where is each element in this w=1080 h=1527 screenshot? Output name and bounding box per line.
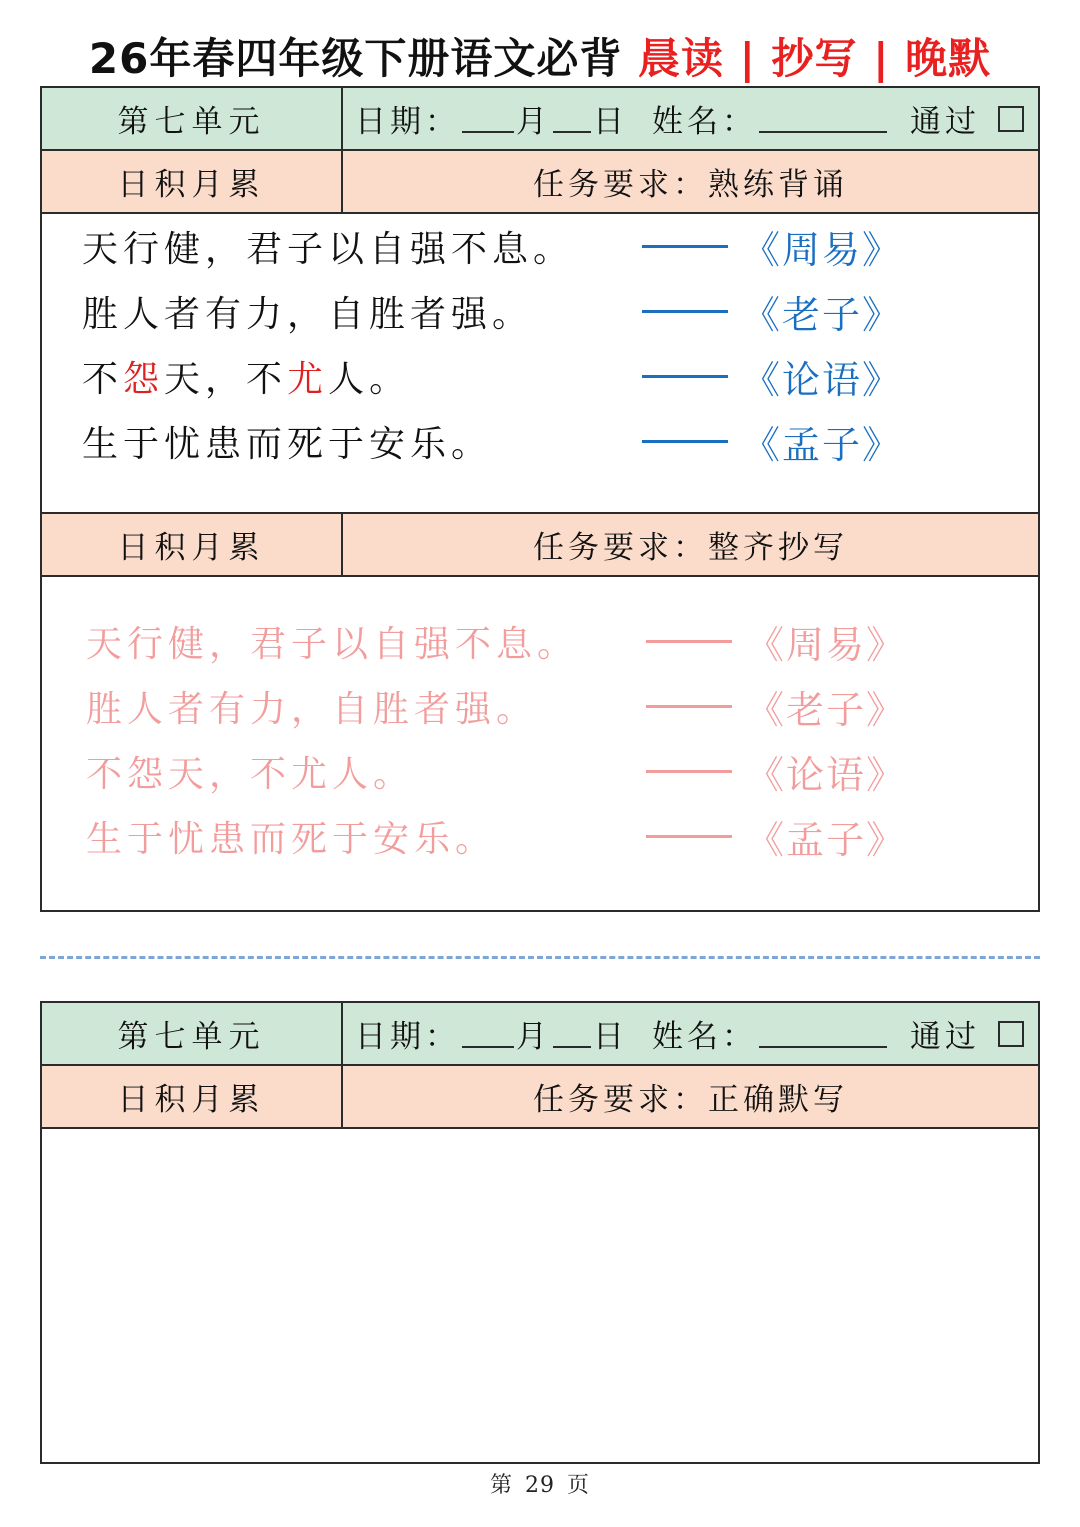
tracing-source: 《周易》 (746, 622, 907, 667)
page-number (0, 1468, 1080, 1499)
passed-checkbox[interactable] (998, 106, 1024, 132)
tracing-source: 《孟子》 (746, 817, 907, 862)
info-cell (343, 1003, 1038, 1064)
unit-label: 第七单元 (42, 88, 343, 149)
month-blank[interactable] (462, 105, 514, 133)
section-label: 日积月累 (42, 514, 343, 575)
name-label: 姓名： (652, 104, 757, 140)
cut-divider (40, 956, 1040, 959)
dash-line (646, 770, 732, 773)
day-label: 日 (593, 104, 628, 140)
dash-line (642, 440, 728, 443)
tracing-line (86, 806, 906, 866)
quote-line (82, 216, 902, 276)
date-label: 日期： (355, 1019, 460, 1055)
tracing-text: 不怨天，不尤人。 (86, 753, 415, 795)
quote-source: 《孟子》 (742, 422, 903, 467)
unit-label: 第七单元 (42, 1003, 343, 1064)
worksheet-top (40, 86, 1040, 912)
tracing-source: 《老子》 (746, 687, 907, 732)
quote-line (82, 346, 902, 406)
quote-text: 不怨天，不尤人。 (82, 358, 411, 400)
worksheet-bottom (40, 1001, 1040, 1464)
day-blank[interactable] (553, 1020, 591, 1048)
tracing-text: 胜人者有力，自胜者强。 (86, 688, 538, 730)
quote-line (82, 411, 902, 471)
task-row-copy (42, 514, 1038, 577)
dash-line (642, 375, 728, 378)
tracing-source: 《论语》 (746, 752, 907, 797)
header-row (42, 1003, 1038, 1066)
section-label: 日积月累 (42, 151, 343, 212)
quote-source: 《周易》 (742, 227, 903, 272)
page-title (0, 30, 1080, 88)
task-requirement: 任务要求：熟练背诵 (533, 167, 848, 203)
date-label: 日期： (355, 104, 460, 140)
tracing-line (86, 741, 906, 801)
name-blank[interactable] (759, 105, 887, 133)
page-prefix: 第 (489, 1473, 513, 1498)
name-label: 姓名： (652, 1019, 757, 1055)
tracing-line (86, 676, 906, 736)
month-label: 月 (516, 1019, 551, 1055)
task-requirement: 任务要求：整齐抄写 (533, 530, 848, 566)
dash-line (646, 835, 732, 838)
info-line (343, 96, 1038, 141)
task-requirement: 任务要求：正确默写 (533, 1082, 848, 1118)
quote-text: 胜人者有力，自胜者强。 (82, 293, 534, 335)
quote-line (82, 281, 902, 341)
passed-label: 通过 (910, 104, 980, 140)
highlight-char: 怨 (123, 358, 165, 400)
info-line (343, 1011, 1038, 1056)
quote-text: 天行健，君子以自强不息。 (82, 228, 575, 270)
name-blank[interactable] (759, 1020, 887, 1048)
task-row-dictation (42, 1066, 1038, 1129)
day-label: 日 (593, 1019, 628, 1055)
copy-content (42, 577, 1038, 907)
recite-content (42, 214, 1038, 514)
day-blank[interactable] (553, 105, 591, 133)
quote-text: 生于忧患而死于安乐。 (82, 423, 493, 465)
header-row (42, 88, 1038, 151)
passed-checkbox[interactable] (998, 1021, 1024, 1047)
page-title-main: 26年春四年级下册语文必背 (88, 34, 623, 83)
section-label: 日积月累 (42, 1066, 343, 1127)
month-label: 月 (516, 104, 551, 140)
quote-source: 《论语》 (742, 357, 903, 402)
dash-line (646, 705, 732, 708)
tracing-text: 生于忧患而死于安乐。 (86, 818, 497, 860)
info-cell (343, 88, 1038, 149)
dictation-writing-area[interactable] (42, 1129, 1038, 1459)
page-num: 29 (525, 1473, 555, 1498)
dash-line (642, 245, 728, 248)
page-title-accent: 晨读 | 抄写 | 晚默 (637, 34, 992, 83)
task-row-recite (42, 151, 1038, 214)
month-blank[interactable] (462, 1020, 514, 1048)
page-suffix: 页 (567, 1473, 591, 1498)
dash-line (646, 640, 732, 643)
tracing-text: 天行健，君子以自强不息。 (86, 623, 579, 665)
passed-label: 通过 (910, 1019, 980, 1055)
quote-source: 《老子》 (742, 292, 903, 337)
tracing-line (86, 611, 906, 671)
highlight-char: 尤 (287, 358, 329, 400)
dash-line (642, 310, 728, 313)
